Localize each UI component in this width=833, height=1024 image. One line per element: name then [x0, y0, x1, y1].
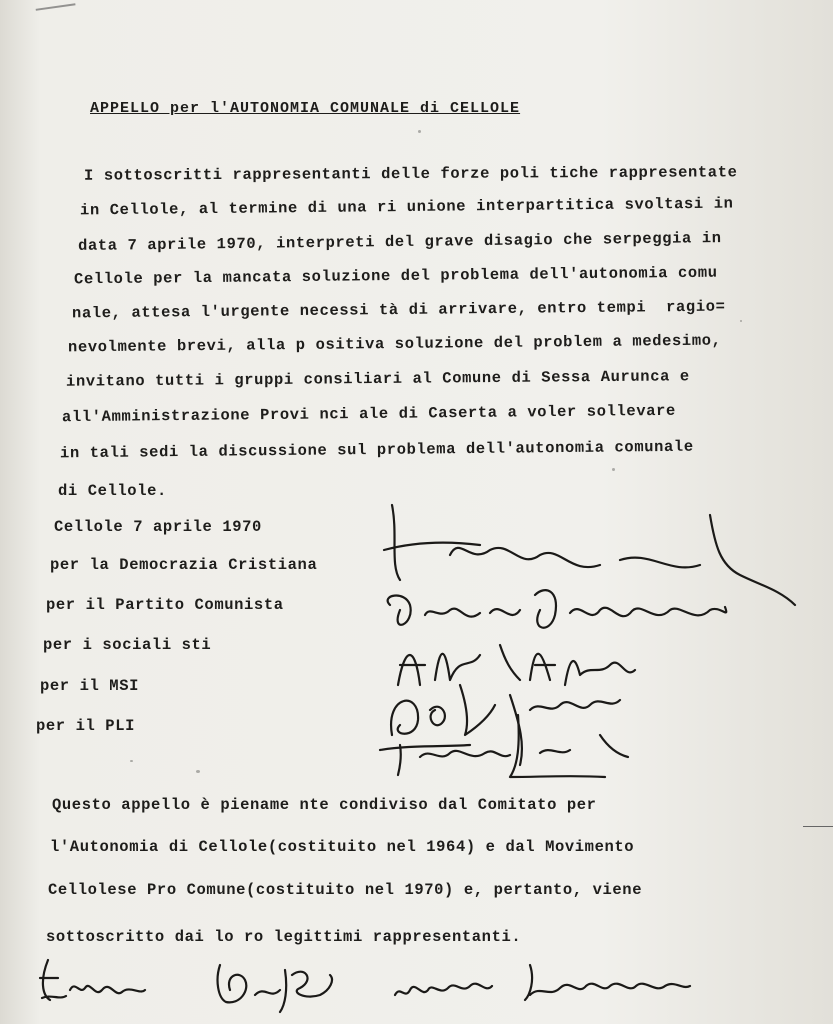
- paragraph-line: invitano tutti i gruppi consiliari al Comune di Sessa Aurunca e: [65, 367, 690, 391]
- bottom-signatures: [30, 950, 710, 1020]
- party-line: per il Partito Comunista: [46, 596, 284, 614]
- paragraph-line: nevolmente brevi, alla p ositiva soluzione del problem a medesimo,: [67, 331, 722, 357]
- closing-line: Questo appello è piename nte condiviso dal Comitato per: [52, 796, 597, 814]
- paragraph-line: in tali sedi la discussione sul problema dell'autonomia comunale: [59, 437, 694, 463]
- top-scratch-mark: [36, 3, 77, 16]
- party-line: per il PLI: [36, 717, 136, 735]
- party-line: per la Democrazia Cristiana: [50, 556, 318, 574]
- closing-line: Cellolese Pro Comune(costituito nel 1970) e, pertanto, viene: [48, 881, 643, 899]
- closing-line: sottoscritto dai lo ro legittimi rappresentanti.: [46, 928, 522, 946]
- speck: [196, 770, 200, 773]
- paragraph-line: data 7 aprile 1970, interpreti del grave disagio che serpeggia in: [77, 229, 722, 255]
- speck: [130, 760, 133, 762]
- speck: [612, 468, 615, 471]
- party-line: per i sociali sti: [43, 636, 212, 654]
- speck: [418, 130, 421, 133]
- document-title: APPELLO per l'AUTONOMIA COMUNALE di CELLOLE: [90, 100, 521, 117]
- paragraph-line: nale, attesa l'urgente necessi tà di arrivare, entro tempi ragio=: [71, 297, 726, 323]
- paragraph-line: di Cellole.: [58, 482, 167, 500]
- paragraph-line: Cellole per la mancata soluzione del problema dell'autonomia comu: [73, 263, 718, 289]
- party-signatures: [370, 495, 810, 795]
- date-line: Cellole 7 aprile 1970: [54, 518, 262, 536]
- paragraph-line: all'Amministrazione Provi nci ale di Caserta a voler sollevare: [61, 401, 676, 427]
- closing-line: l'Autonomia di Cellole(costituito nel 1964) e dal Movimento: [50, 838, 635, 856]
- paragraph-line: in Cellole, al termine di una ri unione interpartitica svoltasi in: [79, 194, 734, 220]
- speck: [740, 320, 742, 322]
- party-line: per il MSI: [40, 677, 140, 695]
- edge-mark: [803, 826, 833, 827]
- paragraph-line: I sottoscritti rappresentanti delle forze poli tiche rappresentate: [83, 163, 738, 185]
